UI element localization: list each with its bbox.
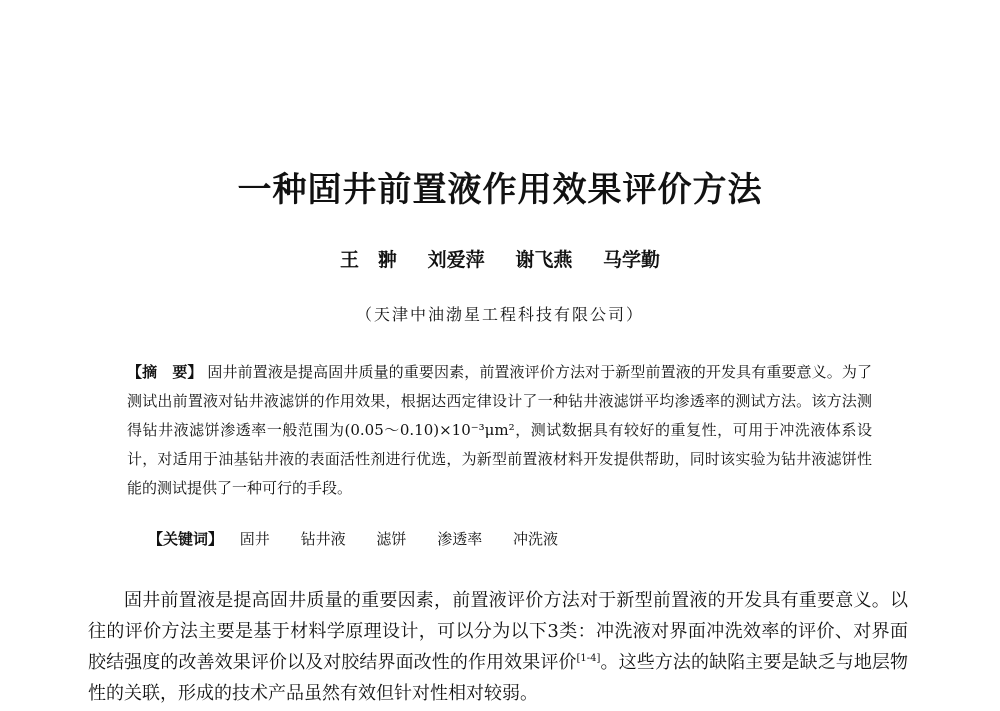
- author-name: 王 翀: [340, 249, 398, 271]
- abstract: [127, 358, 872, 503]
- body-text-part: 固井前置液是提高固井质量的重要因素，前置液评价方法对于新型前置液的开发具有重要意义。以往的评价方法主要是基于材料学原理设计，可以分为以下3类：冲洗液对界面冲洗效率的评价、对界面胶结强度的改善效果评价以及对胶结界面改性的作用效果评价: [88, 590, 908, 673]
- body-text: [88, 585, 908, 709]
- keywords-label: 【关键词】: [148, 530, 224, 548]
- citation-reference[interactable]: [1-4]: [576, 653, 601, 664]
- author-list: [0, 247, 1000, 273]
- affiliation: （天津中油渤星工程科技有限公司）: [355, 305, 644, 324]
- keyword: 冲洗液: [512, 530, 558, 548]
- author-name: 马学勤: [602, 249, 660, 271]
- keyword: 钻井液: [300, 530, 346, 548]
- body-text-part: 。这些方法的缺陷主要是缺乏与地层物性的关联，形成的技术产品虽然有效但针对性相对较弱。: [88, 652, 909, 704]
- abstract-text: 固井前置液是提高固井质量的重要因素，前置液评价方法对于新型前置液的开发具有重要意义。为了测试出前置液对钻井液滤饼的作用效果，根据达西定律设计了一种钻井液滤饼平均渗透率的测试方法。该方法测得钻井液滤饼渗透率一般范围为(0.05～0.10)×10⁻³μm²，测试数据具有较好的重复性，可用于冲洗液体系设计，对适用于油基钻井液的表面活性剂进行优选，为新型前置液材料开发提供帮助，同时该实验为钻井液滤饼性能的测试提供了一种可行的手段。: [127, 363, 872, 497]
- keyword: 固井: [239, 530, 270, 548]
- author-name: 刘爱萍: [427, 249, 485, 271]
- body-paragraph: [88, 585, 908, 709]
- keywords: [148, 525, 868, 553]
- abstract-label: 【摘 要】: [127, 363, 203, 381]
- keyword: 滤饼: [376, 530, 407, 548]
- author-name: 谢飞燕: [515, 249, 573, 271]
- paper-title: 一种固井前置液作用效果评价方法: [237, 170, 763, 210]
- keyword: 渗透率: [437, 530, 483, 548]
